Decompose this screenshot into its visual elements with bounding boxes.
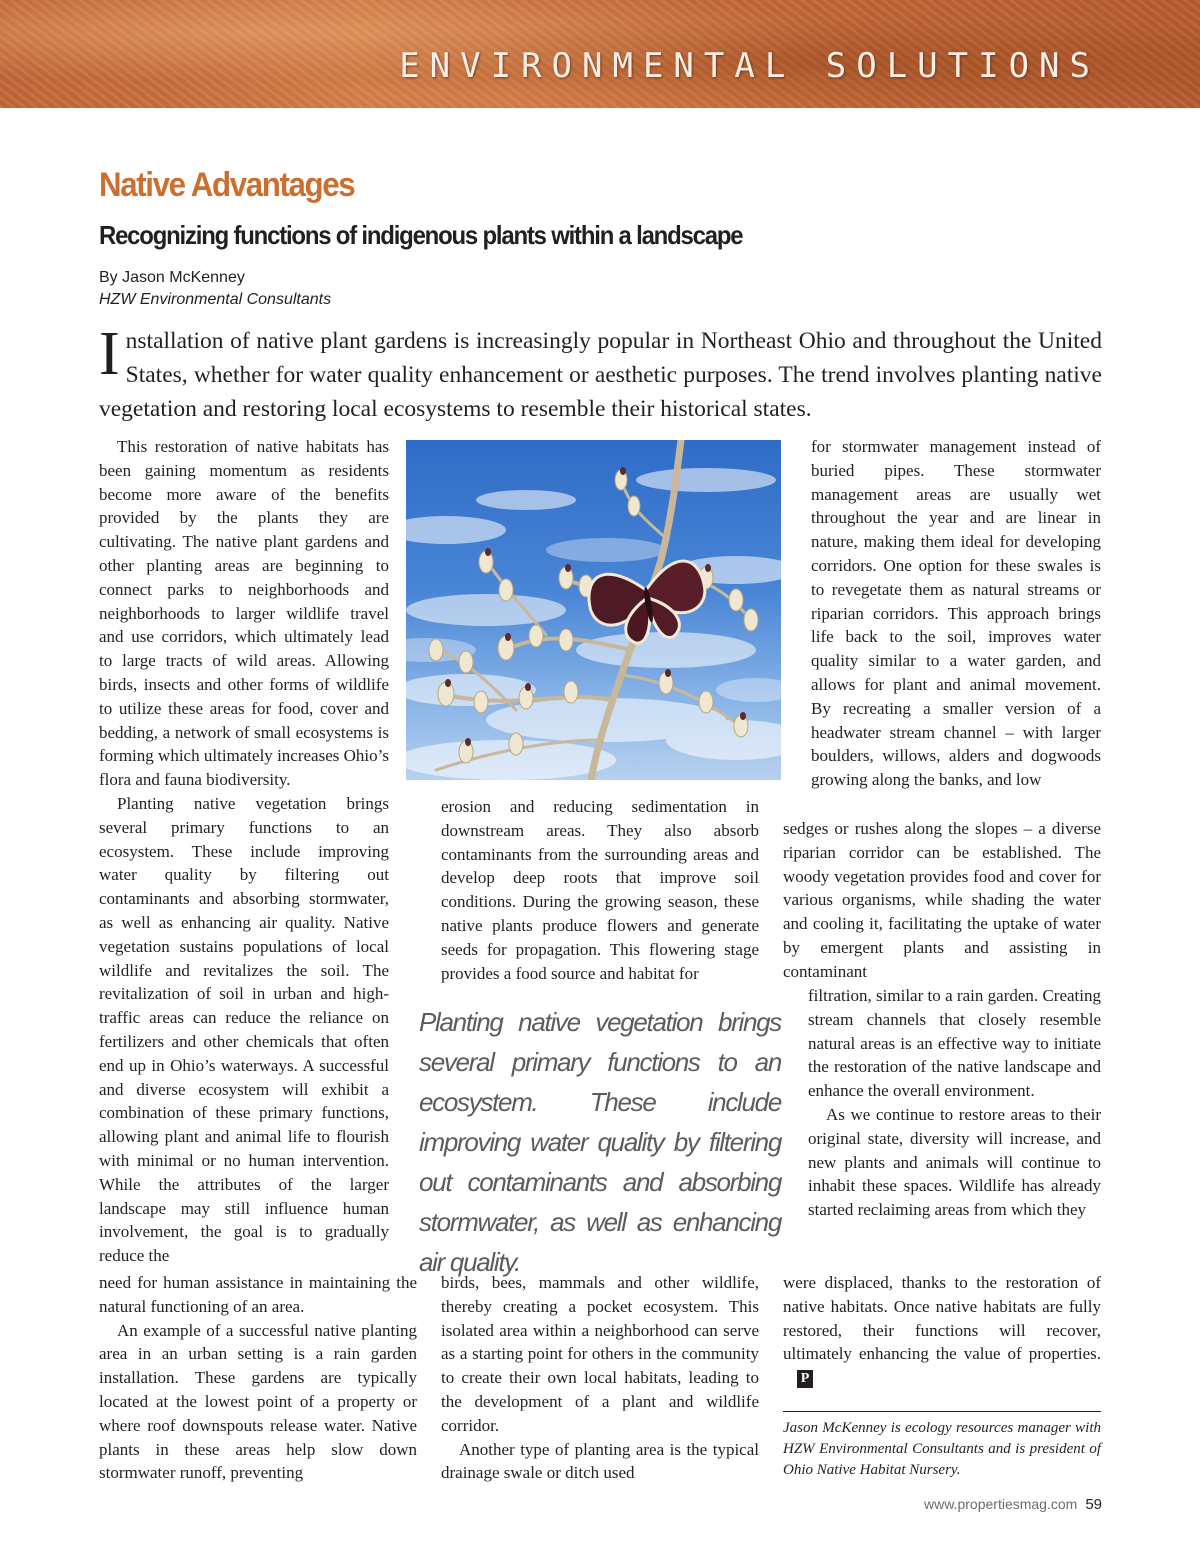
col3-paragraph-1-end: filtration, similar to a rain garden. Creating stream channels that closely resemble natural areas is an effective way to initiate the restoration of the native landscape and enhance the overall environment.: [808, 986, 1101, 1101]
page-footer: [924, 1496, 1102, 1513]
col3-paragraph-1: for stormwater management instead of buried pipes. These stormwater management areas are usually wet throughout the year and are linear in nature, making them ideal for developing corridors. One option for these swales is to revegetate them as natural streams or riparian corridors. This approach brings life back to the soil, improves water quality similar to a water garden, and allows for plant and animal movement. By recreating a smaller version of a headwater stream channel – with larger boulders, willows, alders and dogwoods growing along the banks, and low: [811, 437, 1101, 790]
column-2-upper: [441, 795, 759, 985]
col2-paragraph-2: birds, bees, mammals and other wildlife, thereby creating a pocket ecosystem. This isolated area within a neighborhood can serve as a starting point for others in the community to create their own local habitats, leading to the development of a plant and wildlife corridor.: [441, 1273, 759, 1435]
author-company: HZW Environmental Consultants: [99, 291, 332, 308]
col2-paragraph-3: Another type of planting area is the typical drainage swale or ditch used: [441, 1439, 759, 1483]
article-subhead: Recognizing functions of indigenous plants within a landscape: [99, 220, 743, 250]
col1-paragraph-3: An example of a successful native planting area in an urban setting is a rain garden installation. These gardens are typically located at the lowest point of a property or where roof downspouts release water. Native plants in these areas help slow down stormwater runoff, preventing: [99, 1320, 417, 1483]
column-1-lower: [99, 1271, 417, 1485]
footer-url: www.propertiesmag.com: [924, 1496, 1078, 1512]
col1-paragraph-2: Planting native vegetation brings several primary functions to an ecosystem. These include improving water quality by filtering out contaminants and absorbing stormwater, as well as enhancing air quality. Native vegetation sustains populations of local wildlife and revitalizes the soil. The revitalization of soil in urban and high-traffic areas can reduce the reliance on fertilizers and other chemicals that often end up in Ohio’s waterways. A successful and diverse ecosystem will exhibit a combination of these primary functions, allowing plant and animal life to flourish with minimal or no human intervention. While the attributes of the larger landscape may still influence human involvement, the goal is to gradually reduce the: [99, 793, 389, 1266]
drop-cap: I: [99, 320, 120, 388]
lead-text: nstallation of native plant gardens is increasingly popular in Northeast Ohio and throughout the United States, whether for water quality enhancement or aesthetic purposes. The trend involves planting native vegetation and restoring local ecosystems to resemble their historical states.: [99, 328, 1102, 422]
column-2-lower: [441, 1271, 759, 1485]
butterfly-photo: [406, 440, 781, 780]
col1-paragraph-1: This restoration of native habitats has been gaining momentum as residents become more aware of the benefits provided by the plants they are cultivating. The native plant gardens and other planting areas are beginning to connect parks to neighborhoods and neighborhoods to larger wildlife travel and use corridors, which ultimately lead to large tracts of wild areas. Allowing birds, insects and other forms of wildlife to utilize these areas for food, cover and bedding, a network of small ecosystems is forming which ultimately increases Ohio’s flora and fauna biodiversity.: [99, 437, 389, 790]
author-bio: Jason McKenney is ecology resources manager with HZW Environmental Consultants and is president of Ohio Native Habitat Nursery.: [783, 1420, 1101, 1478]
section-banner: [0, 0, 1200, 108]
publication-end-mark-icon: P: [797, 1370, 813, 1388]
column-1-upper: [99, 435, 389, 1268]
col3-paragraph-2: As we continue to restore areas to their original state, diversity will increase, and new plants and animals will continue to inhabit these spaces. Wildlife has already started reclaiming areas from which they: [808, 1104, 1101, 1220]
butterfly-on-pussy-willow-image: [406, 440, 781, 780]
col1-paragraph-2-end: need for human assistance in maintaining the natural functioning of an area.: [99, 1273, 417, 1316]
lead-paragraph: [99, 320, 1102, 426]
article-headline: Native Advantages: [99, 166, 355, 204]
col3-paragraph-2-end: [783, 1271, 1101, 1390]
section-title: ENVIRONMENTAL SOLUTIONS: [399, 46, 1100, 86]
col3-paragraph-2-end-text: were displaced, thanks to the restoration of native habitats. Once native habitats are fully restored, their functions will recover, ultimately enhancing the value of properties.: [783, 1273, 1101, 1364]
page-number: 59: [1085, 1496, 1102, 1513]
author-byline: By Jason McKenney: [99, 269, 245, 286]
column-3-upper: [811, 435, 1101, 792]
column-3-lower: [783, 1271, 1101, 1390]
col2-paragraph-1: erosion and reducing sedimentation in downstream areas. They also absorb contaminants from the surrounding areas and develop deep roots that improve soil conditions. During the growing season, these native plants produce flowers and generate seeds for propagation. This flowering stage provides a food source and habitat for: [441, 797, 759, 983]
col3-paragraph-1-cont: sedges or rushes along the slopes – a diverse riparian corridor can be established. The woody vegetation provides food and cover for various organisms, while shading the water and cooling it, facilitating the uptake of water by emergent plants and assisting in contaminant: [783, 819, 1101, 981]
pull-quote: Planting native vegetation brings several primary functions to an ecosystem. These include improving water quality by filtering out contaminants and absorbing stormwater, as well as enhancing air quality.: [419, 1007, 781, 1277]
bio-divider: [783, 1411, 1101, 1412]
byline-block: [99, 267, 331, 311]
column-3-wrap: [808, 984, 1101, 1222]
column-3-middle: [783, 817, 1101, 984]
